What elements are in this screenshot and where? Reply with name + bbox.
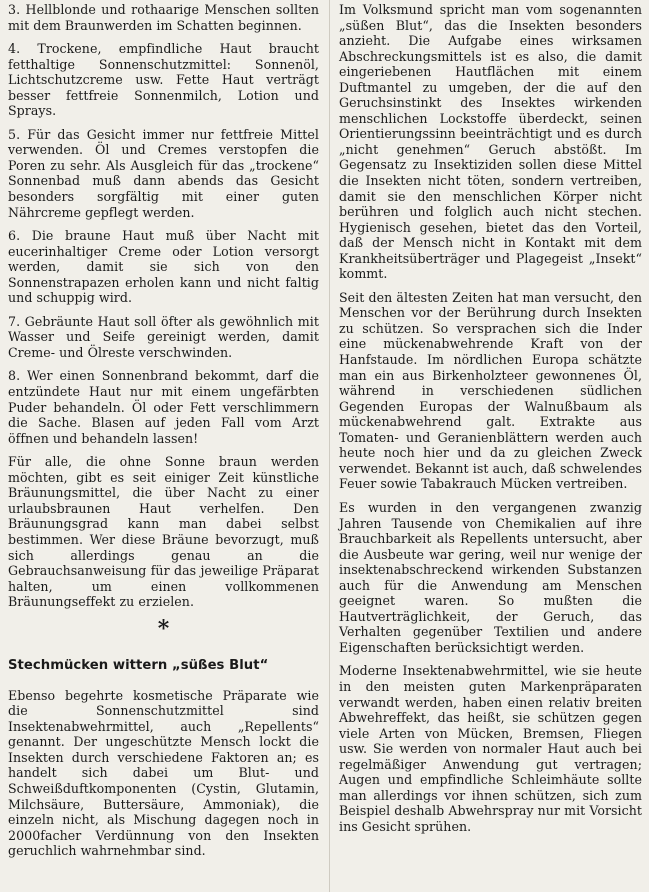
modern-repellents-paragraph: Moderne Insektenabwehrmittel, wie sie heute in den meisten guten Markenpräparaten verwandt werden, haben einen relativ breiten Abwehreffekt, das heißt, sie schützen gegen viele Arten von Mücken, Bremsen, Fliegen usw. Sie werden von normaler Haut auch bei regelmäßiger Anwendung gut vertragen; Augen und empfindliche Schleimhäute sollte man allerdings vor ihnen schützen, sich zum Beispiel deshalb Abwehrspray nur mit Vorsicht ins Gesicht sprühen.	[339, 663, 642, 834]
tip-8-paragraph: 8. Wer einen Sonnenbrand bekommt, darf die entzündete Haut nur mit einem ungefärbten Puder behandeln. Öl oder Fett verschlimmern die Sache. Blasen auf jeden Fall vom Arzt öffnen und behandeln lassen!	[8, 368, 319, 446]
sweet-blood-paragraph: Im Volksmund spricht man vom sogenannten „süßen Blut“, das die Insekten besonders anzieht. Die Aufgabe eines wirksamen Abschreckungsmittels ist es also, die damit eingeriebenen Hautflächen mit einem Duftmantel zu umgeben, der die auf den Geruchsinstinkt des Insektes wirkenden menschlichen Lockstoffe überdeckt, seinen Orientierungssinn beeinträchtigt und es durch „nicht genehmen“ Geruch abstößt. Im Gegensatz zu Insektiziden sollen diese Mittel die Insekten nicht töten, sondern vertreiben, damit sie den menschlichen Körper nicht berühren und folglich auch nicht stechen. Hygienisch gesehen, bietet das den Vorteil, daß der Mensch nicht in Kontakt mit dem Krankheitsüberträger und Plagegeist „Insekt“ kommt.	[339, 2, 642, 282]
tip-6-paragraph: 6. Die braune Haut muß über Nacht mit eucerinhaltiger Creme oder Lotion versorgt werden, damit sie sich von den Sonnenstrapazen erholen kann und nicht faltig und schuppig wird.	[8, 228, 319, 306]
column-divider	[329, 0, 330, 892]
chemicals-paragraph: Es wurden in den vergangenen zwanzig Jahren Tausende von Chemikalien auf ihre Brauchbarkeit als Repellents untersucht, aber die Ausbeute war gering, weil nur wenige der insektenabschreckend wirkenden Substanzen auch für die Anwendung am Menschen geeignet waren. So mußten die Hautverträglichkeit, der Geruch, das Verhalten gegenüber Textilien und andere Eigenschaften berücksichtigt werden.	[339, 499, 642, 655]
right-column	[339, 2, 642, 842]
section-separator-asterisk: *	[157, 615, 170, 642]
history-paragraph: Seit den ältesten Zeiten hat man versucht, den Menschen vor der Berührung durch Insekten zu schützen. So versprachen sich die Inder eine mückenabwehrende Kraft von der Hanfstaude. Im nördlichen Europa schätzte man ein aus Birkenholzteer gewonnenes Öl, während in verschiedenen südlichen Gegenden Europas der Walnußbaum als mückenabwehrend galt. Extrakte aus Tomaten- und Geranienblättern werden auch heute noch hier und da zu gleichen Zweck verwendet. Bekannt ist auch, daß schwelendes Feuer sowie Tabakrauch Mücken vertreiben.	[339, 289, 642, 492]
tip-3-paragraph: 3. Hellblonde und rothaarige Menschen sollten mit dem Braunwerden im Schatten beginnen.	[8, 2, 319, 33]
artificial-tanning-paragraph: Für alle, die ohne Sonne braun werden möchten, gibt es seit einiger Zeit künstliche Bräunungsmittel, die über Nacht zu einer urlaubsbraunen Haut verhelfen. Den Bräunungsgrad kann man dabei selbst bestimmen. Wer diese Bräune bevorzugt, muß sich allerdings genau an die Gebrauchsanweisung für das jeweilige Präparat halten, um einen vollkommenen Bräunungseffekt zu erzielen.	[8, 454, 319, 610]
repellents-intro-paragraph: Ebenso begehrte kosmetische Präparate wie die Sonnenschutzmittel sind Insektenabwehrmittel, auch „Repellents“ genannt. Der ungeschützte Mensch lockt die Insekten durch verschiedene Faktoren an; es handelt sich dabei um Blut- und Schweißduftkomponenten (Cystin, Glutamin, Milchsäure, Buttersäure, Ammoniak), die einzeln nicht, als Mischung dagegen noch in 2000facher Verdünnung von den Insekten geruchlich wahrnehmbar sind.	[8, 687, 319, 859]
section-heading: Stechmücken wittern „süßes Blut“	[8, 657, 269, 673]
left-column	[8, 2, 319, 867]
tip-5-paragraph: 5. Für das Gesicht immer nur fettfreie Mittel verwenden. Öl und Cremes verstopfen die Poren zu sehr. Als Ausgleich für das „trockene“ Sonnenbad muß dann abends das Gesicht besonders sorgfältig mit einer guten Nährcreme gepflegt werden.	[8, 126, 319, 220]
tip-4-paragraph: 4. Trockene, empfindliche Haut braucht fetthaltige Sonnenschutzmittel: Sonnenöl, Lichtschutzcreme usw. Fette Haut verträgt besser fettfreie Sonnenmilch, Lotion und Sprays.	[8, 41, 319, 119]
tip-7-paragraph: 7. Gebräunte Haut soll öfter als gewöhnlich mit Wasser und Seife gereinigt werden, damit Creme- und Ölreste verschwinden.	[8, 313, 319, 360]
